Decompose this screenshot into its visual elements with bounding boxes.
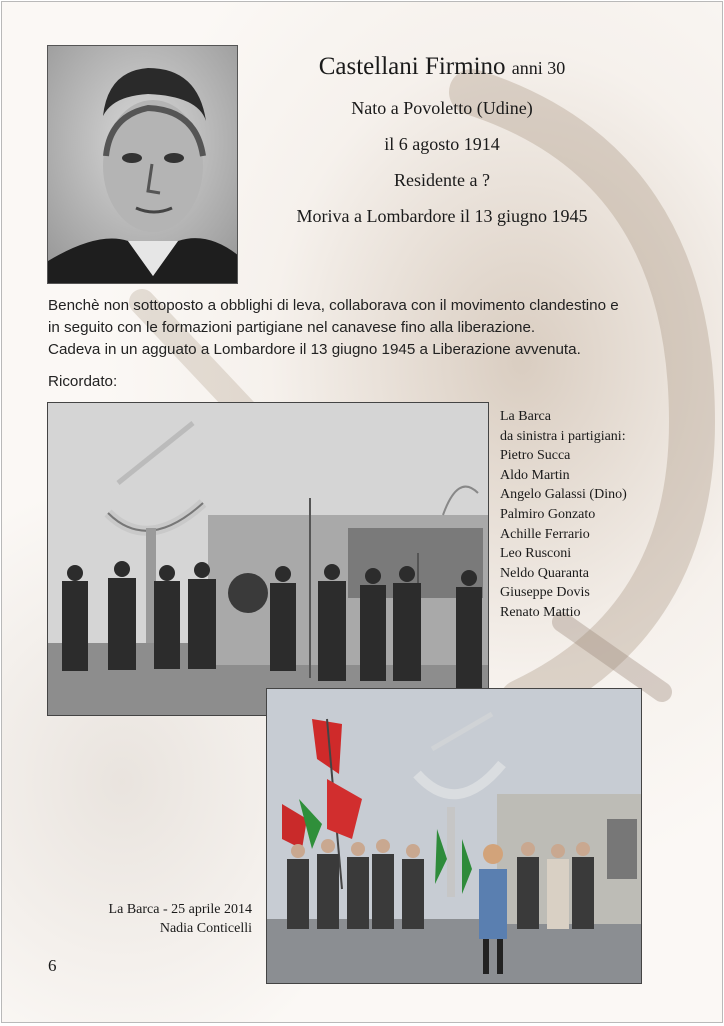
header-block	[252, 52, 632, 227]
partisan-name: Palmiro Gonzato	[500, 506, 596, 522]
caption-intro: da sinistra i partigiani:	[500, 428, 626, 444]
partisan-name: Leo Rusconi	[500, 546, 572, 562]
partisan-name: Neldo Quaranta	[500, 565, 590, 581]
partisan-name: Achille Ferrario	[500, 526, 590, 542]
bio-line-3: Cadeva in un agguato a Lombardore il 13 giugno 1945 a Liberazione avvenuta.	[48, 341, 581, 358]
commemoration-photo-color	[266, 688, 642, 984]
photo2-caption	[82, 900, 252, 938]
death-line: Moriva a Lombardore il 13 giugno 1945	[296, 206, 588, 226]
person-age: anni 30	[511, 58, 566, 78]
residence-line: Residente a ?	[394, 170, 490, 190]
monument-photo-bw	[47, 402, 489, 716]
remembered-label: Ricordato:	[48, 373, 118, 390]
partisan-name: Angelo Galassi (Dino)	[500, 487, 627, 503]
birthdate-line: il 6 agosto 1914	[384, 134, 500, 154]
partisan-name: Renato Mattio	[500, 604, 581, 620]
photo2-caption-line-1: La Barca - 25 aprile 2014	[108, 902, 252, 917]
person-name: Castellani Firmino	[318, 53, 506, 80]
portrait-photo	[47, 45, 238, 284]
photo2-caption-line-2: Nadia Conticelli	[159, 921, 252, 936]
person-name-line	[252, 52, 632, 83]
partisan-name: Aldo Martin	[500, 467, 570, 483]
bio-line-1: Benchè non sottoposto a obblighi di leva, collaborava con il movimento clandestino e	[48, 297, 619, 314]
biography-paragraph	[48, 295, 688, 361]
page	[1, 1, 723, 1023]
photo1-caption	[500, 407, 700, 623]
partisan-name: Pietro Succa	[500, 448, 571, 464]
caption-place: La Barca	[500, 409, 551, 424]
partisan-name: Giuseppe Dovis	[500, 585, 590, 601]
birthplace-line: Nato a Povoletto (Udine)	[351, 98, 533, 118]
page-number: 6	[48, 956, 57, 975]
bio-line-2: in seguito con le formazioni partigiane nel canavese fino alla liberazione.	[48, 319, 536, 336]
